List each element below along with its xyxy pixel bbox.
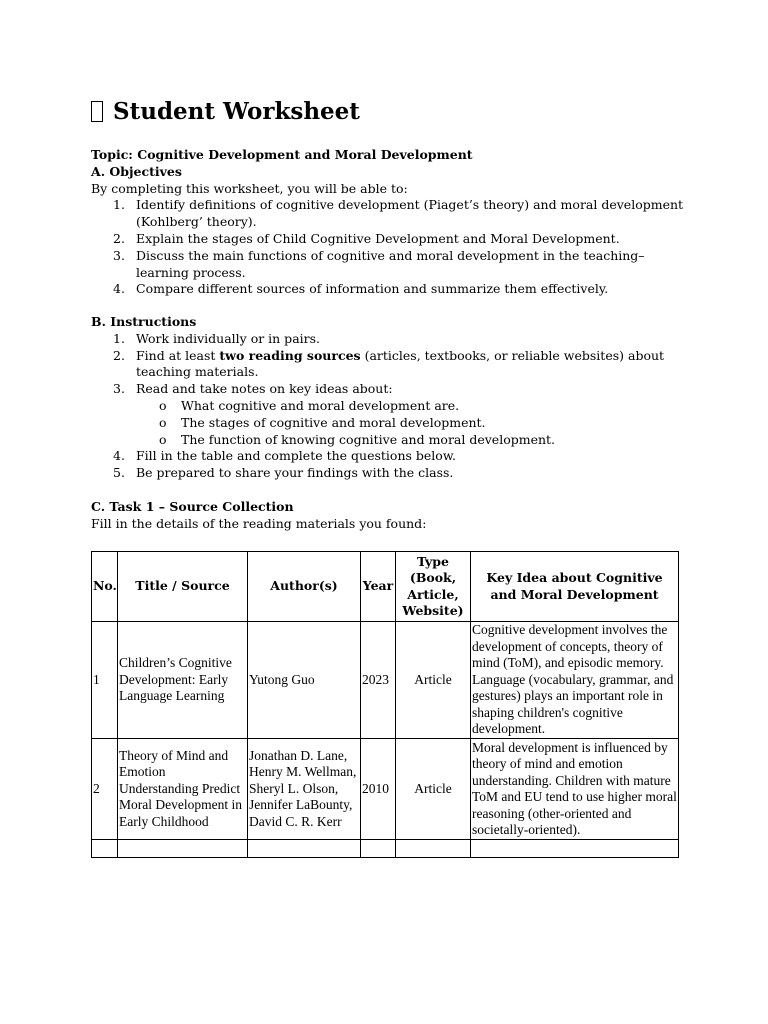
cell-year[interactable]: 2023 (361, 622, 396, 739)
bullet-marker: o (159, 397, 167, 413)
task1-heading: C. Task 1 – Source Collection (91, 499, 294, 514)
cell-type[interactable]: Article (396, 739, 471, 840)
table-row (92, 622, 679, 739)
instruction-text-post: (articles, textbooks, or reliable websites) about teaching materials. (136, 347, 665, 380)
objective-text: Explain the stages of Child Cognitive Development and Moral Development. (136, 230, 620, 246)
cell-title[interactable]: Children’s Cognitive Development: Early Language Learning (118, 622, 248, 739)
list-number: 3. (113, 381, 125, 397)
cell-authors[interactable]: Jonathan D. Lane, Henry M. Wellman, Sheryl L. Olson, Jennifer LaBounty, David C. R. Kerr (248, 739, 361, 840)
instruction-item (91, 348, 691, 382)
instruction-item (91, 381, 691, 398)
objective-text: Compare different sources of information and summarize them effectively. (136, 281, 609, 297)
objectives-section (91, 147, 691, 298)
worksheet-title (91, 96, 360, 128)
instruction-item (91, 448, 691, 465)
cell-key-idea[interactable]: Moral development is influenced by theory of mind and emotion understanding. Children with mature ToM and EU tend to use higher moral reasoning (other-oriented and societally-oriented). (471, 739, 679, 840)
cell-year[interactable]: 2010 (361, 739, 396, 840)
instruction-emphasis: two reading sources (219, 347, 361, 363)
topic-heading: Topic: Cognitive Development and Moral Development (91, 147, 473, 162)
list-number: 2. (113, 347, 125, 363)
objective-item (91, 197, 691, 231)
header-key-idea: Key Idea about Cognitive and Moral Development (471, 552, 679, 622)
cell-type[interactable] (396, 840, 471, 858)
list-number: 1. (113, 197, 125, 213)
list-number: 5. (113, 465, 125, 481)
instruction-item (91, 331, 691, 348)
title-text: Student Worksheet (113, 98, 360, 125)
instructions-section (91, 314, 691, 482)
cell-type[interactable]: Article (396, 622, 471, 739)
instruction-text: Read and take notes on key ideas about: (136, 381, 393, 397)
header-type: Type (Book, Article, Website) (396, 552, 471, 622)
task1-section (91, 499, 691, 533)
header-year: Year (361, 552, 396, 622)
list-number: 2. (113, 230, 125, 246)
cell-no[interactable]: 2 (92, 739, 118, 840)
sub-item-text: What cognitive and moral development are. (181, 397, 460, 413)
instruction-text-pre: Find at least (136, 347, 220, 363)
bullet-marker: o (159, 431, 167, 447)
objective-item (91, 248, 691, 282)
instruction-text: Work individually or in pairs. (136, 330, 321, 346)
instructions-heading: B. Instructions (91, 314, 197, 329)
sub-list-item (91, 398, 691, 415)
cell-no[interactable]: 1 (92, 622, 118, 739)
objective-item (91, 281, 691, 298)
objectives-heading: A. Objectives (91, 163, 182, 179)
header-authors: Author(s) (248, 552, 361, 622)
header-no: No. (92, 552, 118, 622)
sub-item-text: The stages of cognitive and moral development. (181, 414, 486, 430)
cell-title[interactable]: Theory of Mind and Emotion Understanding Predict Moral Development in Early Childhood (118, 739, 248, 840)
instruction-text: Fill in the table and complete the questions below. (136, 448, 457, 464)
instruction-text: Be prepared to share your findings with the class. (136, 465, 454, 481)
table-row-empty (92, 840, 679, 858)
bullet-marker: o (159, 414, 167, 430)
objective-text: Identify definitions of cognitive development (Piaget’s theory) and moral development (Kohlberg’ theory). (136, 197, 684, 230)
missing-glyph-icon (91, 101, 103, 122)
instruction-item (91, 465, 691, 482)
table-header-row (92, 552, 679, 622)
sub-list-item (91, 432, 691, 449)
sub-list-item (91, 415, 691, 432)
source-collection-table (91, 551, 679, 858)
cell-title[interactable] (118, 840, 248, 858)
task1-intro: Fill in the details of the reading materials you found: (91, 515, 427, 531)
list-number: 4. (113, 281, 125, 297)
list-number: 1. (113, 330, 125, 346)
cell-no[interactable] (92, 840, 118, 858)
objectives-intro: By completing this worksheet, you will be able to: (91, 180, 408, 196)
list-number: 3. (113, 247, 125, 263)
cell-authors[interactable]: Yutong Guo (248, 622, 361, 739)
cell-key-idea[interactable] (471, 840, 679, 858)
list-number: 4. (113, 448, 125, 464)
objective-item (91, 231, 691, 248)
objective-text: Discuss the main functions of cognitive and moral development in the teaching–learning process. (136, 247, 645, 280)
header-title: Title / Source (118, 552, 248, 622)
table-row (92, 739, 679, 840)
cell-year[interactable] (361, 840, 396, 858)
cell-key-idea[interactable]: Cognitive development involves the development of concepts, theory of mind (ToM), and episodic memory. Language (vocabulary, grammar, and gestures) plays an important role in shaping children's cognitive development. (471, 622, 679, 739)
sub-item-text: The function of knowing cognitive and moral development. (181, 431, 556, 447)
cell-authors[interactable] (248, 840, 361, 858)
